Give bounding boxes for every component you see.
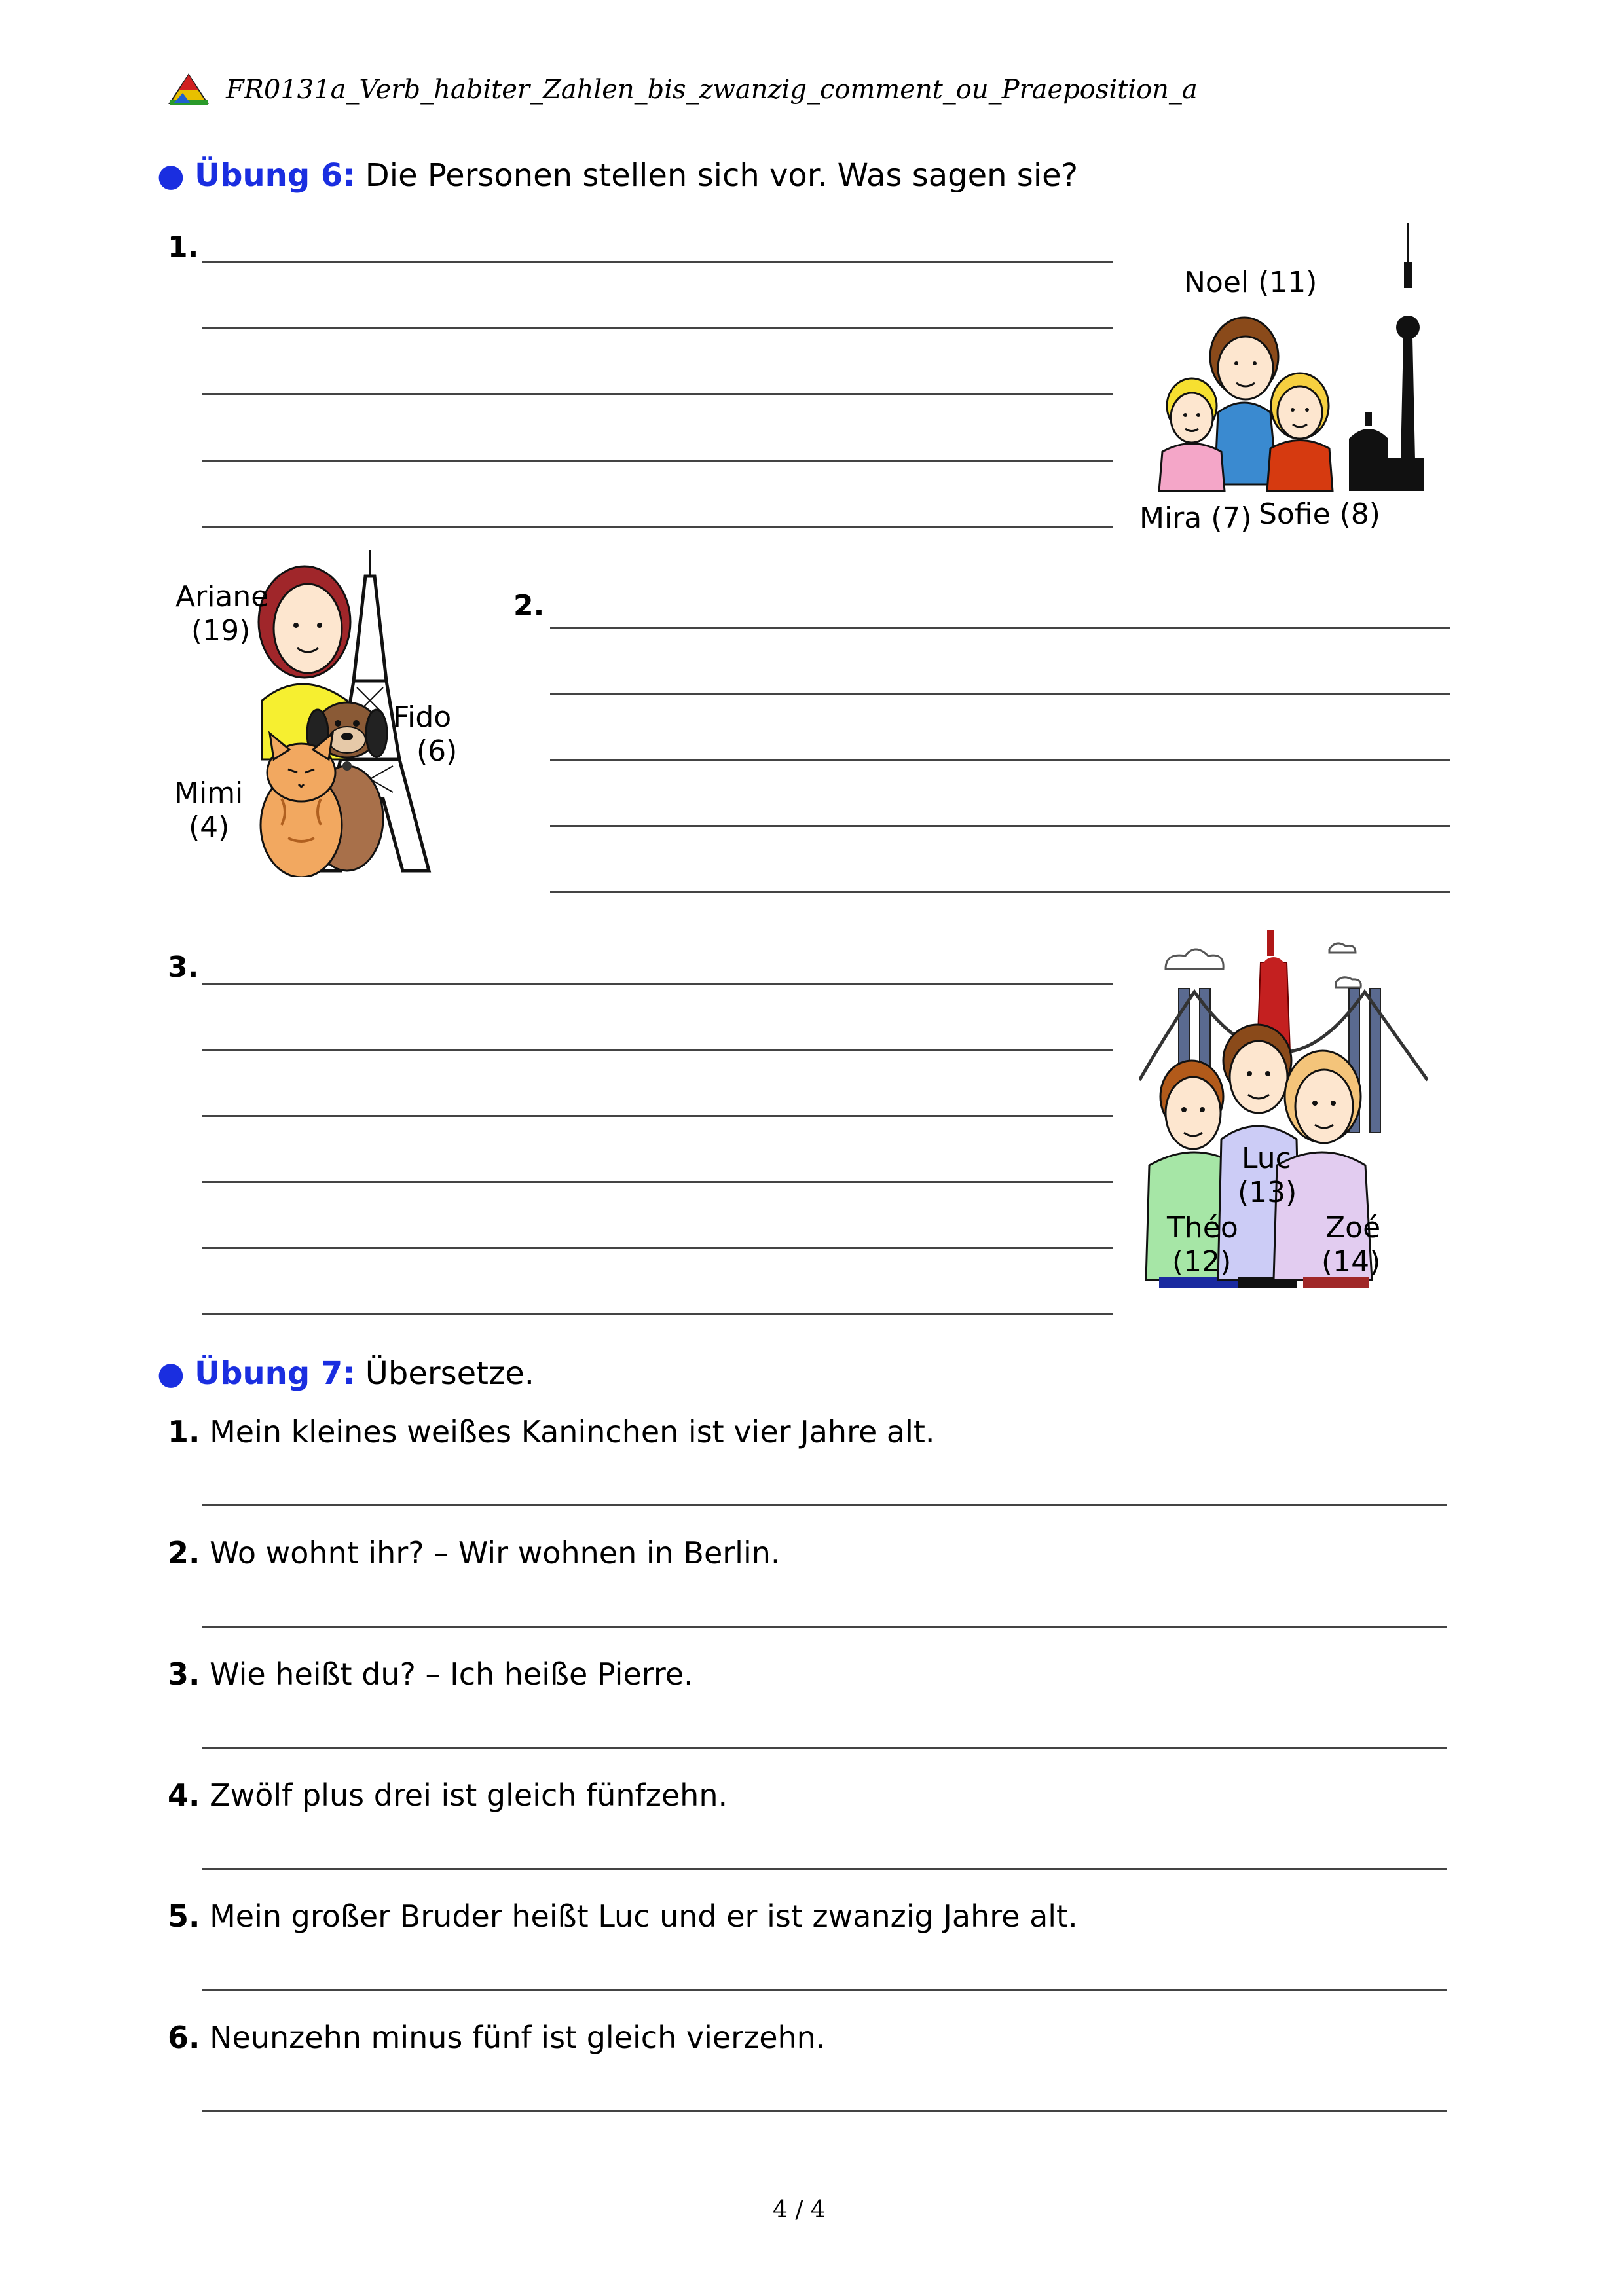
item-text: Neunzehn minus fünf ist gleich vierzehn. xyxy=(210,2020,826,2055)
document-title: FR0131a_Verb_habiter_Zahlen_bis_zwanzig_comment_ou_Praeposition_a xyxy=(226,75,1198,105)
exercise-instruction: Die Personen stellen sich vor. Was sagen sie? xyxy=(365,157,1079,194)
item-text: Wo wohnt ihr? – Wir wohnen in Berlin. xyxy=(210,1535,781,1571)
page-number: 4 / 4 xyxy=(773,2196,826,2223)
translation-item xyxy=(168,1535,781,1571)
answer-line[interactable] xyxy=(202,1247,1113,1249)
translation-item xyxy=(168,2020,825,2055)
item-number: 2. xyxy=(168,1535,200,1571)
answer-line[interactable] xyxy=(202,1313,1113,1315)
answer-line[interactable] xyxy=(202,2110,1447,2112)
translation-item xyxy=(168,1414,935,1449)
item-text: Mein kleines weißes Kaninchen ist vier Jahre alt. xyxy=(210,1414,935,1449)
translation-item xyxy=(168,1777,728,1813)
item-number: 3. xyxy=(168,951,199,984)
answer-line[interactable] xyxy=(202,261,1113,263)
answer-line[interactable] xyxy=(550,825,1450,827)
logo-icon xyxy=(167,73,210,106)
item-number: 2. xyxy=(513,589,545,623)
answer-line[interactable] xyxy=(202,1504,1447,1506)
answer-line[interactable] xyxy=(550,759,1450,761)
theo-label: Théo xyxy=(1167,1211,1238,1245)
answer-line[interactable] xyxy=(202,460,1113,462)
family-berlin-illustration xyxy=(1153,223,1428,498)
exercise-7-heading xyxy=(157,1355,534,1392)
mimi-label: Mimi xyxy=(174,776,244,810)
bullet: ● xyxy=(157,1355,185,1392)
item-number: 5. xyxy=(168,1899,200,1934)
zoe-label: Zoé xyxy=(1325,1211,1381,1245)
answer-line[interactable] xyxy=(550,891,1450,893)
answer-line[interactable] xyxy=(202,983,1113,985)
exercise-label: Übung 7: xyxy=(194,1355,356,1392)
answer-line[interactable] xyxy=(202,1115,1113,1117)
exercise-6-heading xyxy=(157,157,1078,194)
exercise-label: Übung 6: xyxy=(194,157,356,194)
fido-label: Fido xyxy=(393,701,452,734)
answer-line[interactable] xyxy=(202,1747,1447,1749)
item-number: 3. xyxy=(168,1656,200,1692)
answer-line[interactable] xyxy=(202,1868,1447,1870)
item-text: Mein großer Bruder heißt Luc und er ist zwanzig Jahre alt. xyxy=(210,1899,1078,1934)
answer-line[interactable] xyxy=(202,327,1113,329)
item-text: Zwölf plus drei ist gleich fünfzehn. xyxy=(210,1777,728,1813)
answer-line[interactable] xyxy=(202,1181,1113,1183)
noel-label: Noel (11) xyxy=(1184,266,1318,299)
item-number: 4. xyxy=(168,1777,200,1813)
answer-line[interactable] xyxy=(202,526,1113,528)
item-number: 6. xyxy=(168,2020,200,2055)
luc-age-label: (13) xyxy=(1238,1176,1297,1209)
luc-label: Luc xyxy=(1242,1142,1291,1175)
theo-age-label: (12) xyxy=(1172,1245,1232,1279)
item-text: Wie heißt du? – Ich heiße Pierre. xyxy=(210,1656,693,1692)
ariane-label: Ariane xyxy=(175,580,269,613)
ariane-age-label: (19) xyxy=(191,614,251,647)
exercise-instruction: Übersetze. xyxy=(365,1355,534,1392)
bullet: ● xyxy=(157,157,185,194)
answer-line[interactable] xyxy=(202,393,1113,395)
fido-age-label: (6) xyxy=(416,735,458,768)
translation-item xyxy=(168,1899,1078,1934)
answer-line[interactable] xyxy=(202,1626,1447,1628)
mira-label: Mira (7) xyxy=(1139,501,1252,535)
mimi-age-label: (4) xyxy=(189,811,230,844)
answer-line[interactable] xyxy=(550,627,1450,629)
translation-item xyxy=(168,1656,693,1692)
item-number: 1. xyxy=(168,230,199,264)
answer-line[interactable] xyxy=(202,1049,1113,1051)
item-number: 1. xyxy=(168,1414,200,1449)
zoe-age-label: (14) xyxy=(1321,1245,1381,1279)
answer-line[interactable] xyxy=(550,693,1450,695)
sofie-label: Sofie (8) xyxy=(1259,498,1380,531)
answer-line[interactable] xyxy=(202,1989,1447,1991)
